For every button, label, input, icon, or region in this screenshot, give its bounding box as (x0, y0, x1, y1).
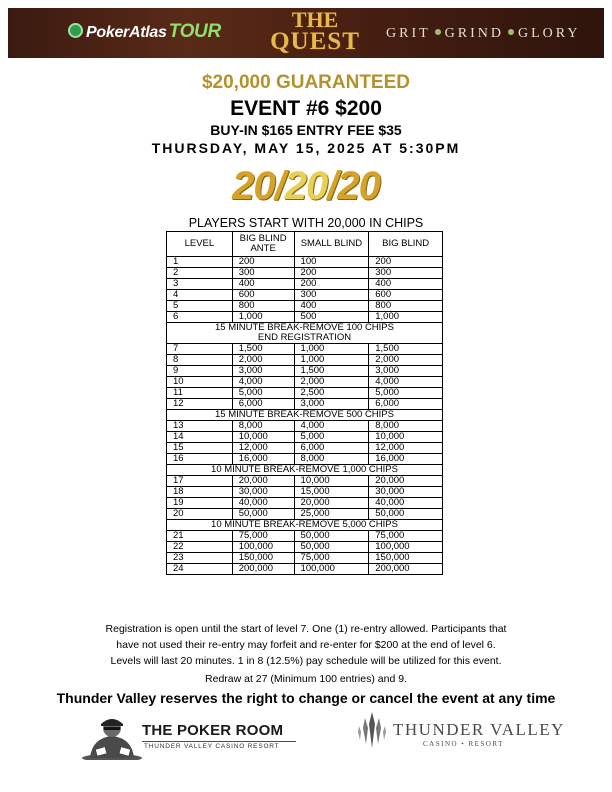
table-row (167, 301, 443, 312)
small-blind-cell: 1,500 (294, 366, 369, 377)
header-big-blind: BIG BLIND (369, 232, 443, 257)
divider (142, 741, 296, 742)
note-line: have not used their re-entry may forfeit and re-enter for $200 at the end of level 6. (116, 639, 496, 651)
tagline-grit: GRIT (386, 26, 431, 41)
big-blind-cell: 150,000 (369, 553, 443, 564)
small-blind-cell: 300 (294, 290, 369, 301)
big-blind-cell: 200,000 (369, 564, 443, 575)
level-cell: 16 (167, 454, 233, 465)
logo-part-1: 20 (232, 164, 275, 208)
big-blind-cell: 4,000 (369, 377, 443, 388)
tournament-notes (60, 621, 552, 687)
poker-chip-icon (68, 23, 83, 38)
big-blind-ante-cell: 3,000 (232, 366, 294, 377)
big-blind-cell: 300 (369, 268, 443, 279)
table-row (167, 476, 443, 487)
break-text: 15 MINUTE BREAK-REMOVE 100 CHIPS (215, 322, 394, 333)
thunder-valley-name: THUNDER VALLEY (393, 720, 565, 739)
level-cell: 20 (167, 509, 233, 520)
level-cell: 14 (167, 432, 233, 443)
small-blind-cell: 500 (294, 312, 369, 323)
big-blind-ante-cell: 600 (232, 290, 294, 301)
big-blind-ante-cell: 20,000 (232, 476, 294, 487)
level-cell: 24 (167, 564, 233, 575)
big-blind-ante-cell: 30,000 (232, 487, 294, 498)
table-row (167, 268, 443, 279)
big-blind-ante-cell: 5,000 (232, 388, 294, 399)
level-cell: 2 (167, 268, 233, 279)
small-blind-cell: 50,000 (294, 531, 369, 542)
event-title: EVENT #6 $200 (230, 97, 382, 120)
big-blind-cell: 800 (369, 301, 443, 312)
logo-part-2: 20 (284, 164, 328, 208)
header-level: LEVEL (167, 232, 233, 257)
table-row (167, 487, 443, 498)
table-row (167, 355, 443, 366)
big-blind-cell: 200 (369, 257, 443, 268)
table-row (167, 432, 443, 443)
level-cell: 3 (167, 279, 233, 290)
card-player-icon (82, 714, 142, 760)
small-blind-cell: 8,000 (294, 454, 369, 465)
level-cell: 10 (167, 377, 233, 388)
pokeratlas-tour-logo (68, 21, 221, 43)
big-blind-cell: 10,000 (369, 432, 443, 443)
break-text: 15 MINUTE BREAK-REMOVE 500 CHIPS (215, 409, 394, 420)
big-blind-ante-cell: 1,000 (232, 312, 294, 323)
table-row (167, 344, 443, 355)
break-row (167, 323, 443, 344)
level-cell: 23 (167, 553, 233, 564)
table-row (167, 366, 443, 377)
break-text: 10 MINUTE BREAK-REMOVE 5,000 CHIPS (211, 519, 398, 530)
big-blind-cell: 8,000 (369, 421, 443, 432)
big-blind-ante-cell: 1,500 (232, 344, 294, 355)
level-cell: 7 (167, 344, 233, 355)
break-row (167, 465, 443, 476)
small-blind-cell: 20,000 (294, 498, 369, 509)
blind-rows (167, 257, 443, 575)
big-blind-cell: 3,000 (369, 366, 443, 377)
big-blind-cell: 400 (369, 279, 443, 290)
big-blind-cell: 50,000 (369, 509, 443, 520)
break-cell (167, 520, 443, 531)
table-row (167, 257, 443, 268)
big-blind-ante-cell: 150,000 (232, 553, 294, 564)
small-blind-cell: 1,000 (294, 355, 369, 366)
small-blind-cell: 50,000 (294, 542, 369, 553)
small-blind-cell: 100 (294, 257, 369, 268)
level-cell: 19 (167, 498, 233, 509)
twenty-twenty-logo: 20/20/20 (232, 164, 380, 208)
small-blind-cell: 75,000 (294, 553, 369, 564)
table-row (167, 421, 443, 432)
reserve-disclaimer: Thunder Valley reserves the right to change or cancel the event at any time (56, 690, 556, 706)
big-blind-ante-cell: 200,000 (232, 564, 294, 575)
guarantee-heading: $20,000 GUARANTEED (201, 72, 411, 93)
small-blind-cell: 1,000 (294, 344, 369, 355)
level-cell: 21 (167, 531, 233, 542)
small-blind-cell: 15,000 (294, 487, 369, 498)
small-blind-cell: 5,000 (294, 432, 369, 443)
big-blind-ante-cell: 100,000 (232, 542, 294, 553)
tagline-grind: GRIND (444, 26, 505, 41)
table-row (167, 454, 443, 465)
poker-room-subtitle: THUNDER VALLEY CASINO RESORT (144, 743, 280, 750)
level-cell: 22 (167, 542, 233, 553)
big-blind-cell: 16,000 (369, 454, 443, 465)
big-blind-ante-cell: 10,000 (232, 432, 294, 443)
small-blind-cell: 100,000 (294, 564, 369, 575)
table-row (167, 377, 443, 388)
the-quest-logo (260, 9, 370, 53)
table-row (167, 443, 443, 454)
table-row (167, 388, 443, 399)
logo-part-3: 20 (337, 164, 380, 208)
break-cell (167, 323, 443, 344)
level-cell: 13 (167, 421, 233, 432)
big-blind-ante-cell: 4,000 (232, 377, 294, 388)
table-header-row (167, 232, 443, 257)
big-blind-ante-cell: 2,000 (232, 355, 294, 366)
note-line: Redraw at 27 (Minimum 100 entries) and 9. (205, 673, 407, 685)
break-text: 10 MINUTE BREAK-REMOVE 1,000 CHIPS (211, 464, 398, 475)
big-blind-cell: 100,000 (369, 542, 443, 553)
poker-room-title: THE POKER ROOM (142, 722, 284, 739)
big-blind-ante-cell: 12,000 (232, 443, 294, 454)
big-blind-cell: 75,000 (369, 531, 443, 542)
dot-icon (508, 29, 514, 35)
small-blind-cell: 400 (294, 301, 369, 312)
big-blind-ante-cell: 40,000 (232, 498, 294, 509)
table-row (167, 312, 443, 323)
dot-icon (435, 29, 441, 35)
big-blind-cell: 2,000 (369, 355, 443, 366)
thunder-valley-logo (357, 708, 565, 754)
big-blind-ante-cell: 300 (232, 268, 294, 279)
level-cell: 12 (167, 399, 233, 410)
big-blind-ante-cell: 6,000 (232, 399, 294, 410)
small-blind-cell: 2,500 (294, 388, 369, 399)
big-blind-cell: 6,000 (369, 399, 443, 410)
tour-label: TOUR (168, 21, 221, 42)
table-row (167, 542, 443, 553)
small-blind-cell: 2,000 (294, 377, 369, 388)
big-blind-ante-cell: 800 (232, 301, 294, 312)
level-cell: 15 (167, 443, 233, 454)
level-cell: 4 (167, 290, 233, 301)
table-row (167, 290, 443, 301)
big-blind-ante-cell: 200 (232, 257, 294, 268)
big-blind-ante-cell: 8,000 (232, 421, 294, 432)
level-cell: 18 (167, 487, 233, 498)
starting-chips-caption: PLAYERS START WITH 20,000 IN CHIPS (188, 216, 424, 230)
level-cell: 11 (167, 388, 233, 399)
header-small-blind: SMALL BLIND (294, 232, 369, 257)
pokeratlas-brand: PokerAtlas (86, 24, 167, 41)
small-blind-cell: 10,000 (294, 476, 369, 487)
big-blind-cell: 5,000 (369, 388, 443, 399)
level-cell: 8 (167, 355, 233, 366)
table-row (167, 564, 443, 575)
level-cell: 1 (167, 257, 233, 268)
table-row (167, 399, 443, 410)
table-row (167, 279, 443, 290)
quest-line-1: THE (291, 8, 339, 32)
table-row (167, 509, 443, 520)
small-blind-cell: 6,000 (294, 443, 369, 454)
break-row (167, 520, 443, 531)
small-blind-cell: 25,000 (294, 509, 369, 520)
big-blind-ante-cell: 50,000 (232, 509, 294, 520)
buyin-line: BUY-IN $165 ENTRY FEE $35 (210, 122, 402, 138)
big-blind-cell: 40,000 (369, 498, 443, 509)
thunder-valley-subtitle: CASINO • RESORT (423, 740, 504, 748)
thunder-valley-mark-icon (357, 710, 387, 750)
big-blind-cell: 12,000 (369, 443, 443, 454)
blind-structure-table (166, 231, 443, 575)
quest-line-2: QUEST (270, 28, 360, 55)
break-cell (167, 410, 443, 421)
small-blind-cell: 200 (294, 279, 369, 290)
tour-banner (8, 8, 604, 58)
tagline (386, 26, 580, 42)
big-blind-cell: 20,000 (369, 476, 443, 487)
level-cell: 5 (167, 301, 233, 312)
note-line: Levels will last 20 minutes. 1 in 8 (12.5%) pay schedule will be utilized for this event. (110, 655, 502, 667)
note-line: Registration is open until the start of level 7. One (1) re-entry allowed. Participants that (105, 623, 507, 635)
tagline-glory: GLORY (518, 26, 581, 41)
big-blind-cell: 1,000 (369, 312, 443, 323)
big-blind-cell: 1,500 (369, 344, 443, 355)
level-cell: 6 (167, 312, 233, 323)
table-row (167, 553, 443, 564)
small-blind-cell: 3,000 (294, 399, 369, 410)
small-blind-cell: 200 (294, 268, 369, 279)
level-cell: 9 (167, 366, 233, 377)
break-cell (167, 465, 443, 476)
big-blind-ante-cell: 75,000 (232, 531, 294, 542)
event-date: THURSDAY, MAY 15, 2025 AT 5:30PM (151, 140, 461, 156)
small-blind-cell: 4,000 (294, 421, 369, 432)
header-big-blind-ante: BIG BLIND ANTE (232, 232, 294, 257)
big-blind-cell: 30,000 (369, 487, 443, 498)
big-blind-ante-cell: 16,000 (232, 454, 294, 465)
break-text: END REGISTRATION (257, 332, 352, 343)
break-row (167, 410, 443, 421)
table-row (167, 531, 443, 542)
big-blind-cell: 600 (369, 290, 443, 301)
big-blind-ante-cell: 400 (232, 279, 294, 290)
poker-room-logo (82, 712, 298, 762)
level-cell: 17 (167, 476, 233, 487)
table-row (167, 498, 443, 509)
